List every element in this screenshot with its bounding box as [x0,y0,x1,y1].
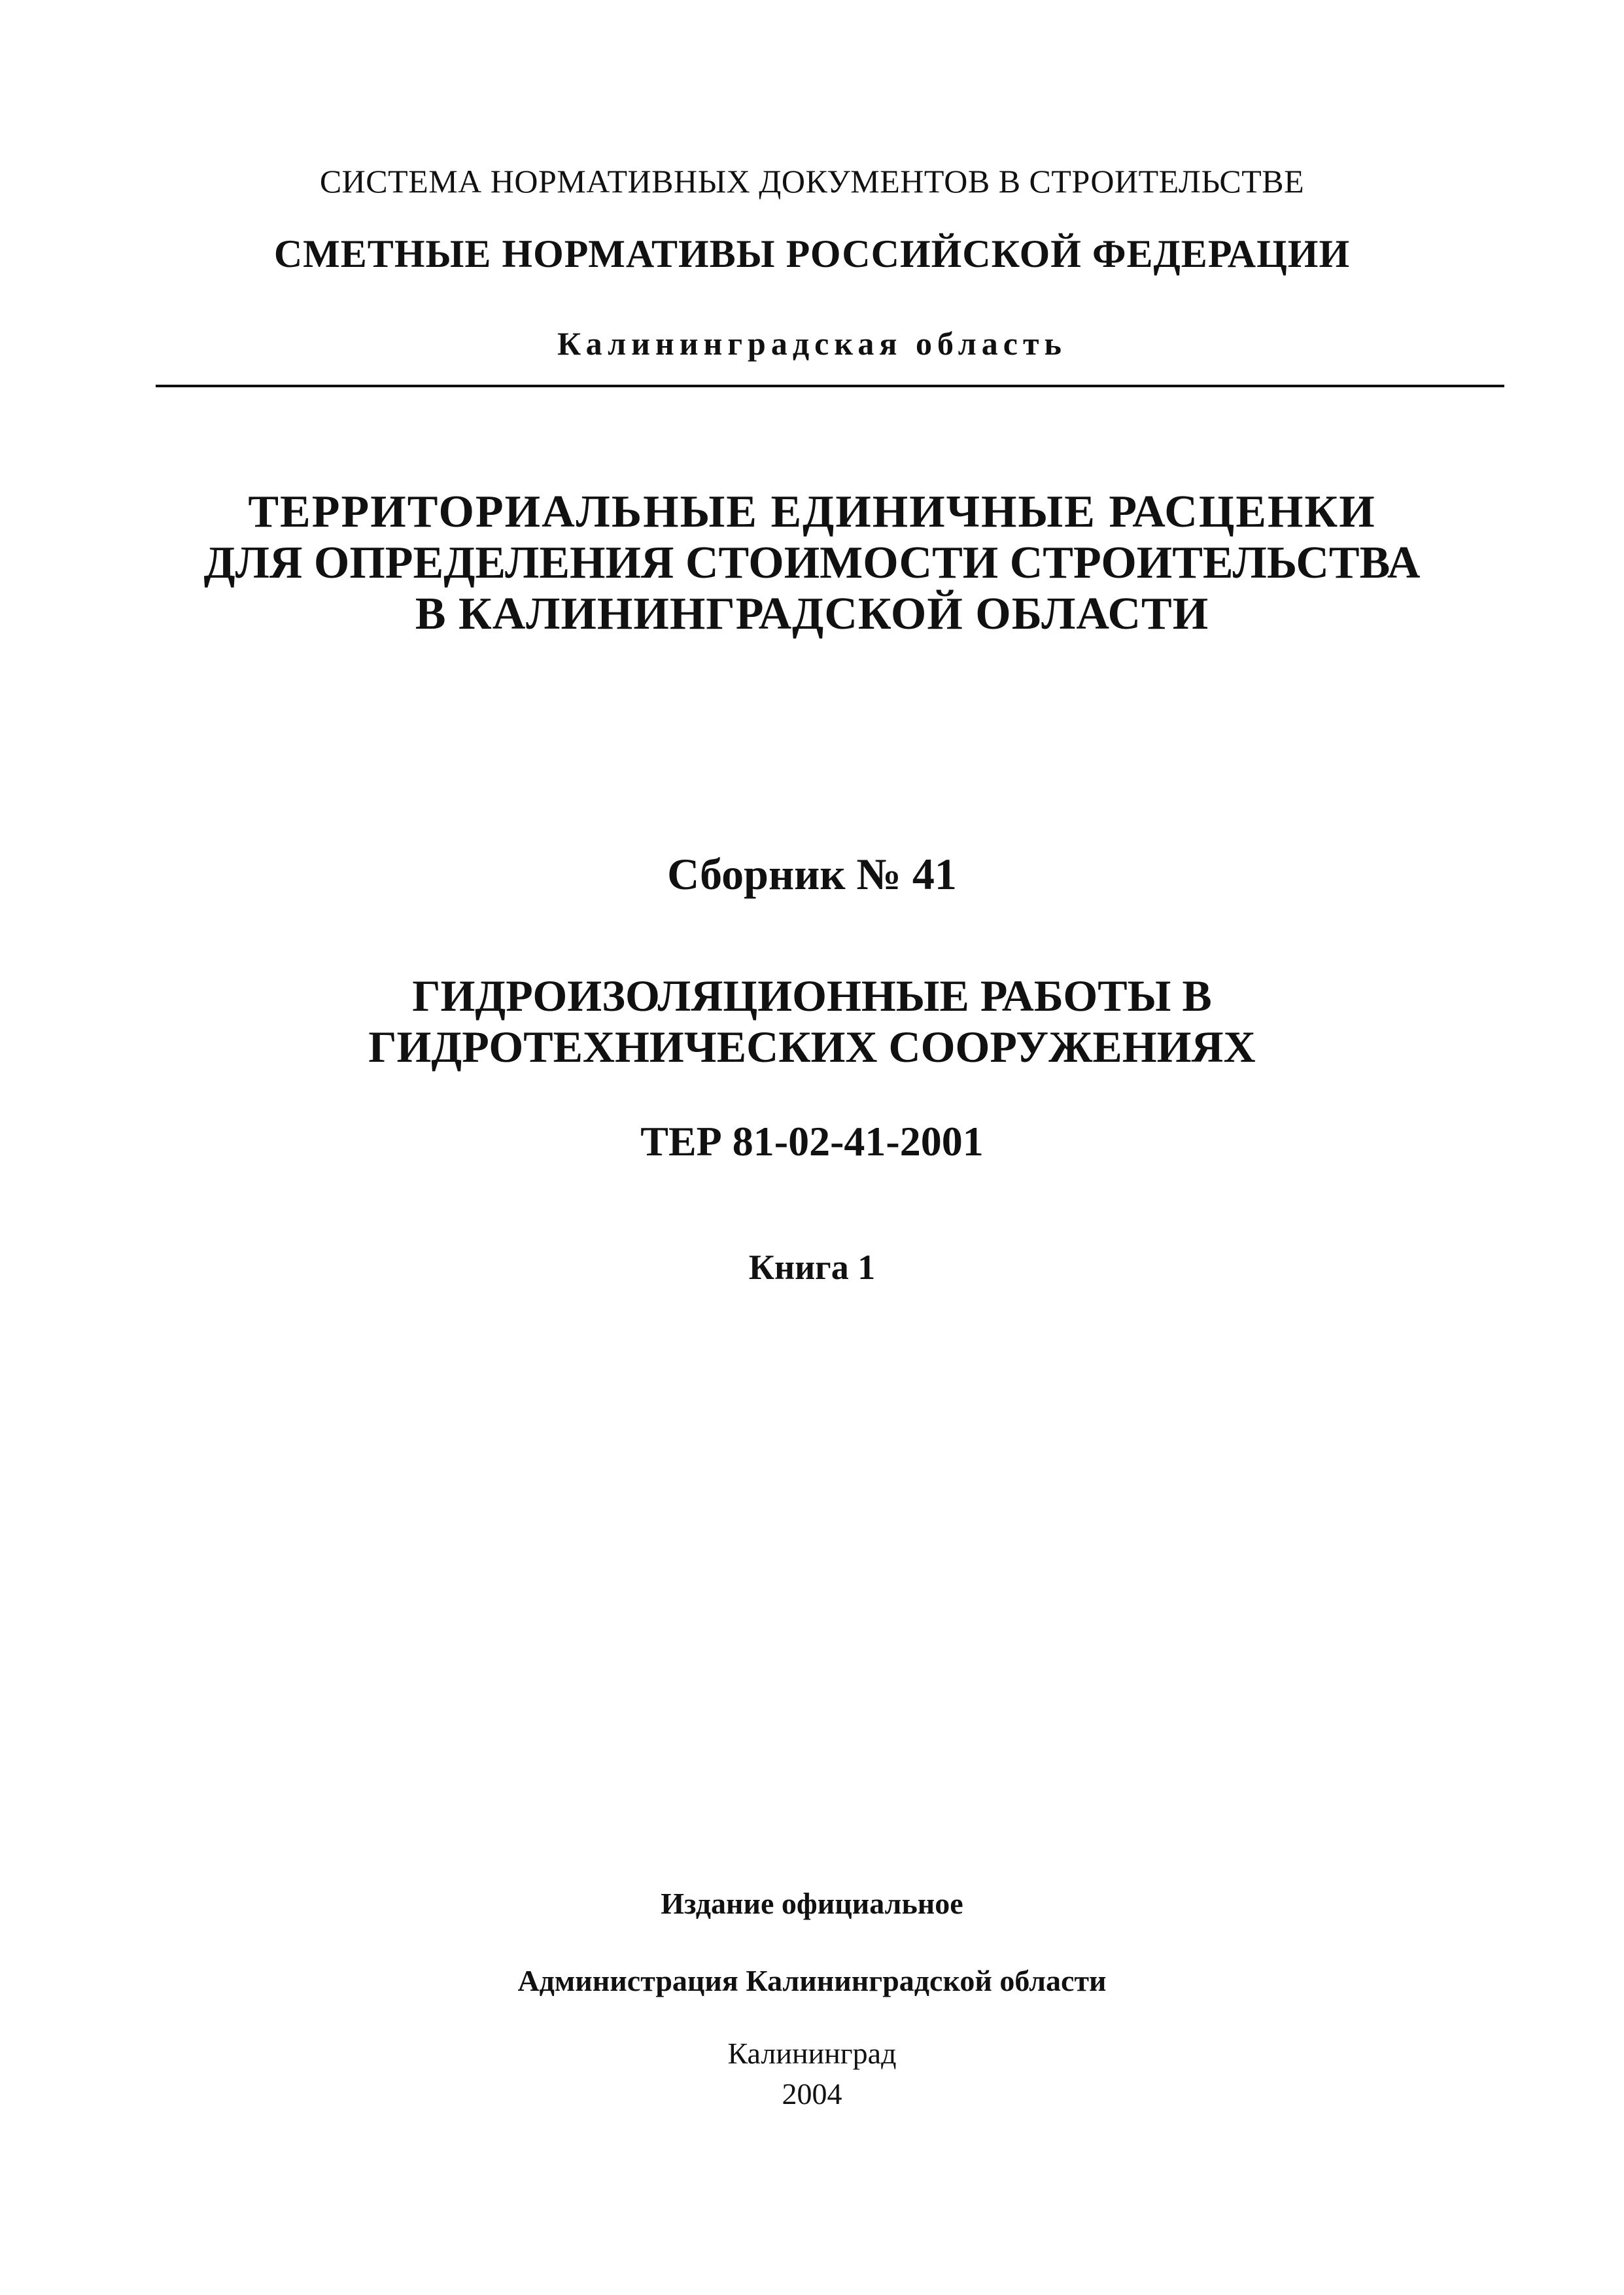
document-title-line-1: ТЕРРИТОРИАЛЬНЫЕ ЕДИНИЧНЫЕ РАСЦЕНКИ [248,487,1376,537]
publication-city: Калининград [727,2037,897,2070]
edition-label: Издание официальное [661,1887,963,1920]
norms-heading: СМЕТНЫЕ НОРМАТИВЫ РОССИЙСКОЙ ФЕДЕРАЦИИ [273,232,1351,275]
collection-subject-line-2: ГИДРОТЕХНИЧЕСКИХ СООРУЖЕНИЯХ [368,1022,1256,1072]
document-code: ТЕР 81-02-41-2001 [640,1118,984,1165]
publication-year: 2004 [782,2077,842,2111]
document-title-line-2: ДЛЯ ОПРЕДЕЛЕНИЯ СТОИМОСТИ СТРОИТЕЛЬСТВА [203,538,1421,588]
publisher-name: Администрация Калининградской области [517,1964,1107,1997]
system-heading: СИСТЕМА НОРМАТИВНЫХ ДОКУМЕНТОВ В СТРОИТЕЛЬСТВЕ [319,163,1305,200]
book-number: Книга 1 [748,1248,876,1287]
collection-number: Сборник № 41 [667,849,957,899]
horizontal-divider [156,385,1504,387]
document-title-line-3: В КАЛИНИНГРАДСКОЙ ОБЛАСТИ [415,589,1209,639]
region-heading: Калининградская область [557,325,1067,362]
collection-subject-line-1: ГИДРОИЗОЛЯЦИОННЫЕ РАБОТЫ В [412,971,1212,1021]
